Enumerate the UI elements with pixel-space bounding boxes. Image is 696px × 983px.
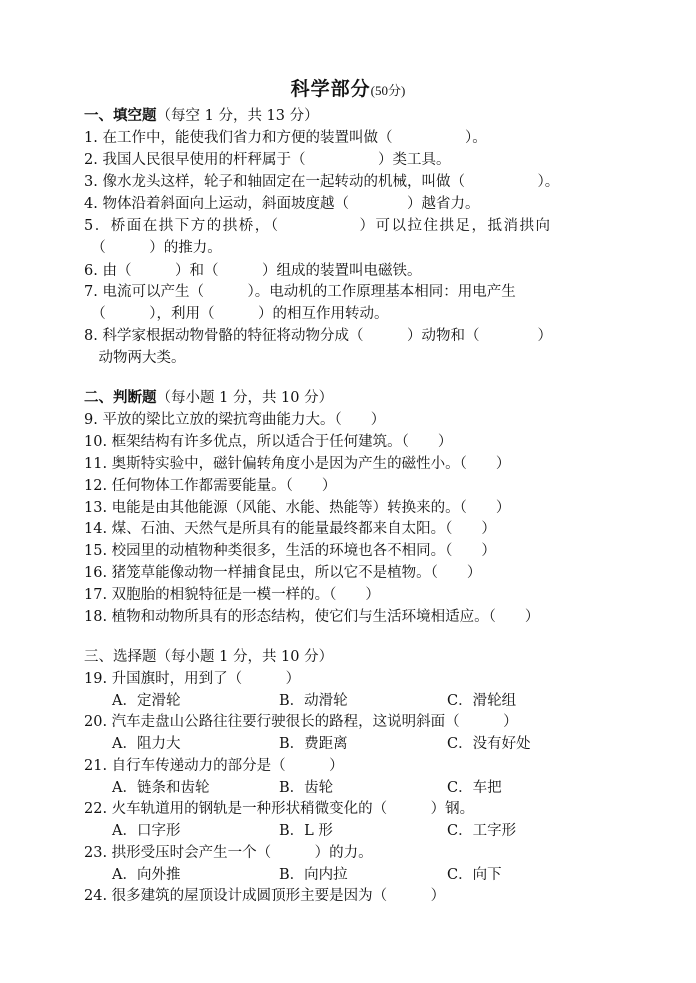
- option-c: C．滑轮组: [447, 693, 517, 709]
- option-b: B．费距离: [279, 736, 348, 752]
- question-line: 24. 很多建筑的屋顶设计成圆顶形主要是因为（ ）: [84, 888, 446, 904]
- question-line: 7. 电流可以产生（ ）。电动机的工作原理基本相同：用电产生: [84, 284, 516, 300]
- title-score-note: (50分): [370, 83, 406, 98]
- option-c: C．向下: [447, 867, 502, 883]
- question-line: 13. 电能是由其他能源（风能、水能、热能等）转换来的。（ ）: [84, 500, 511, 516]
- section-heading-multiple-choice: [84, 647, 644, 667]
- section-title: 三、选择题: [84, 649, 157, 665]
- option-b: B．动滑轮: [279, 693, 348, 709]
- option-a: A．链条和齿轮: [112, 780, 210, 796]
- question-line: 4. 物体沿着斜面向上运动，斜面坡度越（ ）越省力。: [84, 196, 480, 212]
- question-line: 10. 框架结构有许多优点，所以适合于任何建筑。（ ）: [84, 434, 453, 450]
- question-line: 2. 我国人民很早使用的杆秤属于（ ）类工具。: [84, 152, 451, 168]
- option-b: B．齿轮: [279, 780, 334, 796]
- question-line: 23. 拱形受压时会产生一个（ ）的力。: [84, 845, 373, 861]
- option-c: C．工字形: [447, 823, 517, 839]
- question-line: 17. 双胞胎的相貌特征是一模一样的。（ ）: [84, 587, 380, 603]
- section-heading-fill-in: [84, 106, 644, 126]
- option-a: A．阻力大: [112, 736, 181, 752]
- section-title: 一、填空题: [84, 107, 157, 124]
- title-text: 科学部分: [290, 78, 371, 100]
- question-line: 1. 在工作中，能使我们省力和方便的装置叫做（ ）。: [84, 130, 487, 146]
- question-line: （ ），利用（ ）的相互作用转动。: [84, 306, 389, 322]
- question-line: （ ）的推力。: [84, 240, 222, 256]
- question-line: 21. 自行车传递动力的部分是（ ）: [84, 758, 344, 774]
- question-line: 3. 像水龙头这样，轮子和轴固定在一起转动的机械，叫做（ ）。: [84, 174, 560, 190]
- section-note: （每小题 1 分，共 10 分）: [156, 390, 334, 406]
- section-heading-true-false: [84, 388, 644, 408]
- question-line: 11. 奥斯特实验中，磁针偏转角度小是因为产生的磁性小。（ ）: [84, 456, 511, 472]
- question-line: 20. 汽车走盘山公路往往要行驶很长的路程，这说明斜面（ ）: [84, 714, 518, 730]
- option-a: A．口字形: [112, 823, 181, 839]
- option-a: A．定滑轮: [112, 693, 181, 709]
- question-line: 8. 科学家根据动物骨骼的特征将动物分成（ ）动物和（ ）: [84, 328, 552, 344]
- question-line: 16. 猪笼草能像动物一样捕食昆虫，所以它不是植物。（ ）: [84, 565, 482, 581]
- section-note: （每空 1 分，共 13 分）: [156, 108, 319, 124]
- question-line: 12. 任何物体工作都需要能量。（ ）: [84, 478, 337, 494]
- option-a: A．向外推: [112, 867, 181, 883]
- section-note: （每小题 1 分，共 10 分）: [156, 649, 334, 665]
- question-line: 动物两大类。: [84, 350, 186, 366]
- question-line: 15. 校园里的动植物种类很多，生活的环境也各不相同。（ ）: [84, 543, 496, 559]
- question-line: 5．桥面在拱下方的拱桥，（ ）可以拉住拱足，抵消拱向: [84, 218, 552, 234]
- option-b: B．向内拉: [279, 867, 348, 883]
- page-title: [0, 74, 696, 101]
- option-c: C．没有好处: [447, 736, 531, 752]
- question-line: 6. 由（ ）和（ ）组成的装置叫电磁铁。: [84, 263, 422, 279]
- section-title: 二、判断题: [84, 389, 157, 406]
- question-line: 9. 平放的梁比立放的梁抗弯曲能力大。（ ）: [84, 412, 386, 428]
- option-b: B．L 形: [279, 823, 333, 839]
- question-line: 19. 升国旗时，用到了（ ）: [84, 671, 301, 687]
- option-c: C．车把: [447, 780, 502, 796]
- question-line: 22. 火车轨道用的钢轨是一种形状稍微变化的（ ）钢。: [84, 801, 475, 817]
- question-line: 14. 煤、石油、天然气是所具有的能量最终都来自太阳。（ ）: [84, 521, 496, 537]
- question-line: 18. 植物和动物所具有的形态结构，使它们与生活环境相适应。（ ）: [84, 609, 540, 625]
